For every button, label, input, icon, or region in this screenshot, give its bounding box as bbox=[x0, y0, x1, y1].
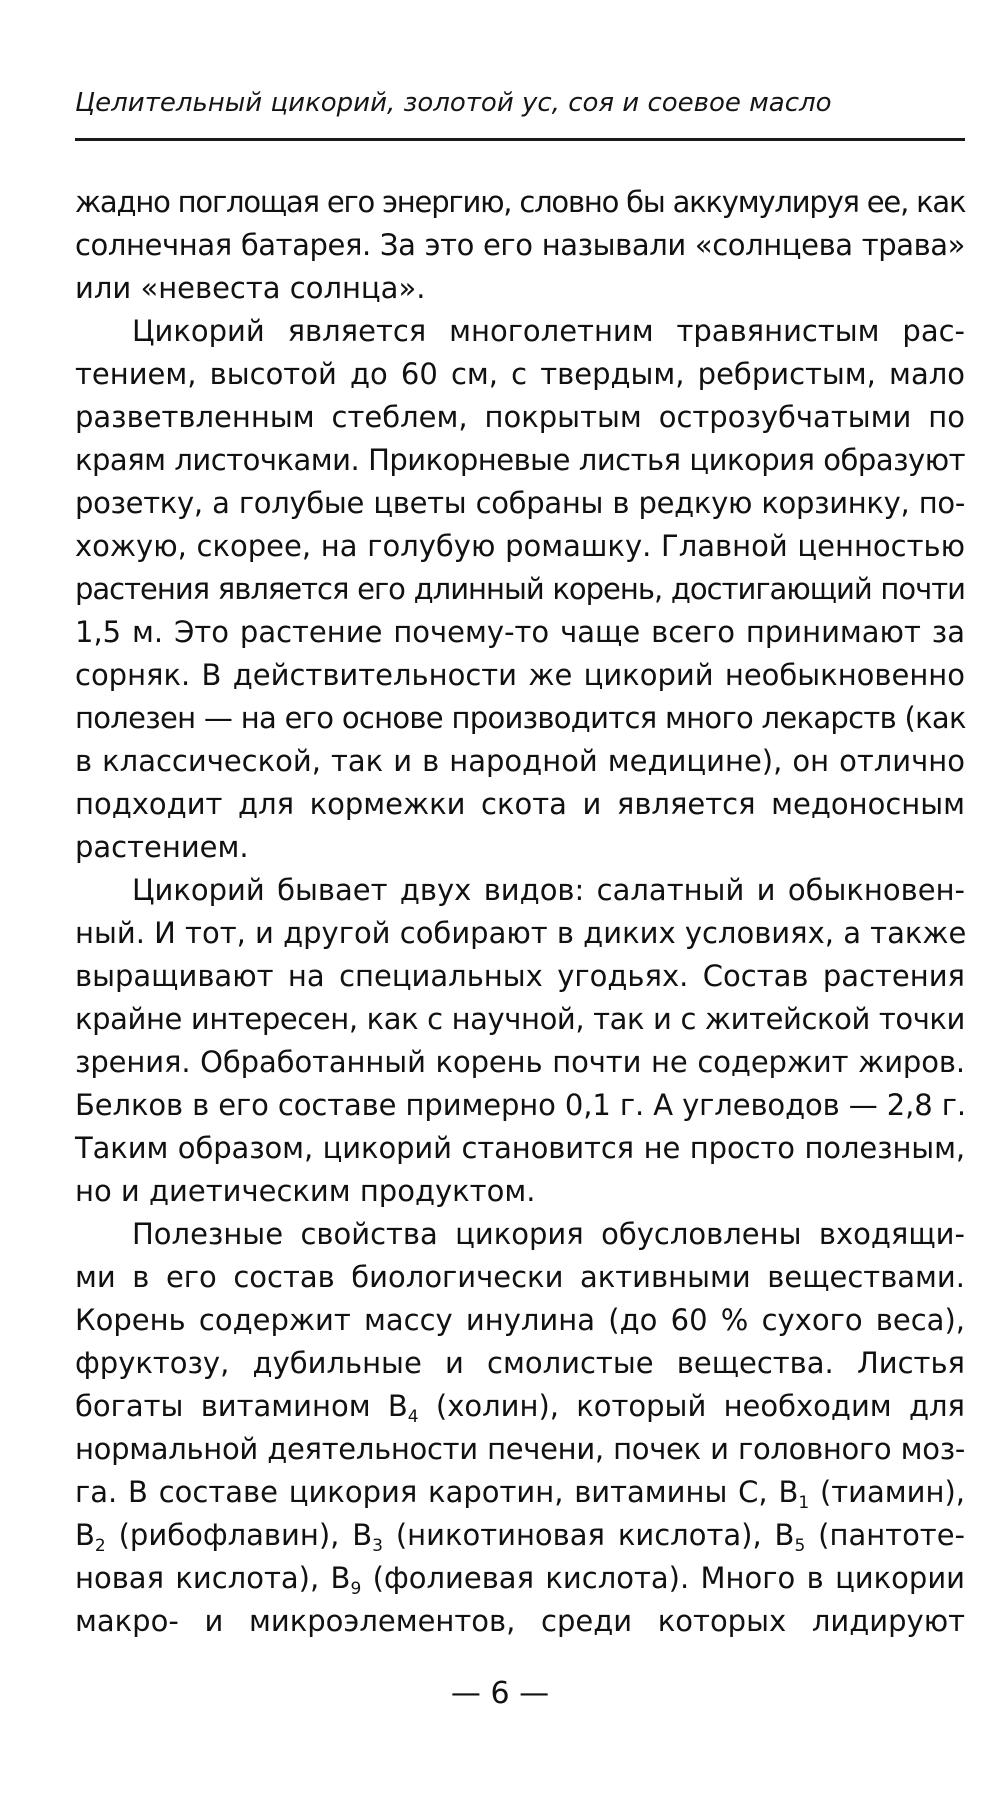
text-line: ми в его состав биологически активными веществами. bbox=[75, 1260, 965, 1294]
header-divider bbox=[75, 138, 965, 141]
text-line: полезен — на его основе производится много лекарств (как bbox=[75, 701, 966, 735]
subscript: 1 bbox=[798, 1493, 810, 1513]
text-line: жадно поглощая его энергию, словно бы аккумулируя ее, как bbox=[75, 185, 966, 219]
subscript: 5 bbox=[794, 1536, 806, 1556]
text-line: подходит для кормежки скота и является медоносным bbox=[75, 787, 965, 821]
text-fragment: (никотиновая кислота), В bbox=[382, 1518, 795, 1552]
subscript: 9 bbox=[350, 1579, 362, 1599]
text-fragment: (рибофлавин), В bbox=[105, 1518, 373, 1552]
text-fragment: (фолиевая кислота). Много в цикории bbox=[361, 1561, 966, 1595]
text-line: зрения. Обработанный корень почти не содержит жиров. bbox=[75, 1045, 965, 1079]
text-line: нормальной деятельности печени, почек и головного моз- bbox=[75, 1432, 965, 1466]
paragraph-1 bbox=[75, 181, 965, 310]
text-line: крайне интересен, как с научной, так и с житейской точки bbox=[75, 1002, 965, 1036]
text-fragment: (тиамин), bbox=[809, 1475, 966, 1509]
text-line: но и диетическим продуктом. bbox=[75, 1174, 536, 1208]
paragraph-4 bbox=[75, 1213, 965, 1643]
running-header: Целительный цикорий, золотой ус, соя и соевое масло bbox=[75, 88, 832, 118]
text-line: растения является его длинный корень, достигающий почти bbox=[75, 572, 965, 606]
text-line: Цикорий является многолетним травянистым рас- bbox=[132, 314, 965, 348]
text-line: Белков в его составе примерно 0,1 г. А углеводов — 2,8 г. bbox=[75, 1088, 966, 1122]
text-line: ный. И тот, и другой собирают в диких условиях, а также bbox=[75, 916, 967, 950]
text-line: разветвленным стеблем, покрытым острозубчатыми по bbox=[75, 400, 965, 434]
text-fragment: новая кислота), В bbox=[75, 1561, 351, 1595]
text-line: фруктозу, дубильные и смолистые вещества. Листья bbox=[75, 1346, 965, 1380]
text-line: краям листочками. Прикорневые листья цикория образуют bbox=[75, 443, 965, 477]
text-line: или «невеста солнца». bbox=[75, 271, 426, 305]
paragraph-3 bbox=[75, 869, 965, 1213]
text-line-vitamin-b4 bbox=[75, 1385, 965, 1428]
text-fragment: га. В составе цикория каротин, витамины С, В bbox=[75, 1475, 799, 1509]
text-line: тением, высотой до 60 см, с твердым, ребристым, мало bbox=[75, 357, 965, 391]
page-number: — 6 — bbox=[450, 1676, 550, 1711]
text-line: Полезные свойства цикория обусловлены входящи- bbox=[132, 1217, 965, 1251]
text-line: солнечная батарея. За это его называли «солнцева трава» bbox=[75, 228, 965, 262]
body-text bbox=[75, 181, 965, 1643]
text-fragment: богаты витамином В bbox=[75, 1389, 408, 1423]
text-fragment: В bbox=[75, 1518, 95, 1552]
paragraph-2 bbox=[75, 310, 965, 869]
text-line: сорняк. В действительности же цикорий необыкновенно bbox=[75, 658, 965, 692]
text-line: Корень содержит массу инулина (до 60 % сухого веса), bbox=[75, 1303, 965, 1337]
text-line: Цикорий бывает двух видов: салатный и обыкновен- bbox=[132, 873, 965, 907]
subscript: 2 bbox=[94, 1536, 106, 1556]
text-line-vitamin-b9 bbox=[75, 1557, 965, 1600]
text-fragment: (пантоте- bbox=[805, 1518, 966, 1552]
text-line: макро- и микроэлементов, среди которых лидируют bbox=[75, 1604, 965, 1638]
text-line: хожую, скорее, на голубую ромашку. Главной ценностью bbox=[75, 529, 965, 563]
text-line: растением. bbox=[75, 830, 249, 864]
text-line: розетку, а голубые цветы собраны в редкую корзинку, по- bbox=[75, 486, 965, 520]
text-line: выращивают на специальных угодьях. Состав растения bbox=[75, 959, 965, 993]
subscript: 4 bbox=[407, 1407, 419, 1427]
subscript: 3 bbox=[372, 1536, 383, 1556]
text-line-vitamin-b1 bbox=[75, 1471, 965, 1514]
text-line: Таким образом, цикорий становится не просто полезным, bbox=[75, 1131, 965, 1165]
text-line: в классической, так и в народной медицине), он отлично bbox=[75, 744, 965, 778]
text-line: 1,5 м. Это растение почему-то чаще всего принимают за bbox=[75, 615, 965, 649]
text-fragment: (холин), который необходим для bbox=[418, 1389, 965, 1423]
text-line-vitamins-b2-b3-b5 bbox=[75, 1514, 965, 1557]
